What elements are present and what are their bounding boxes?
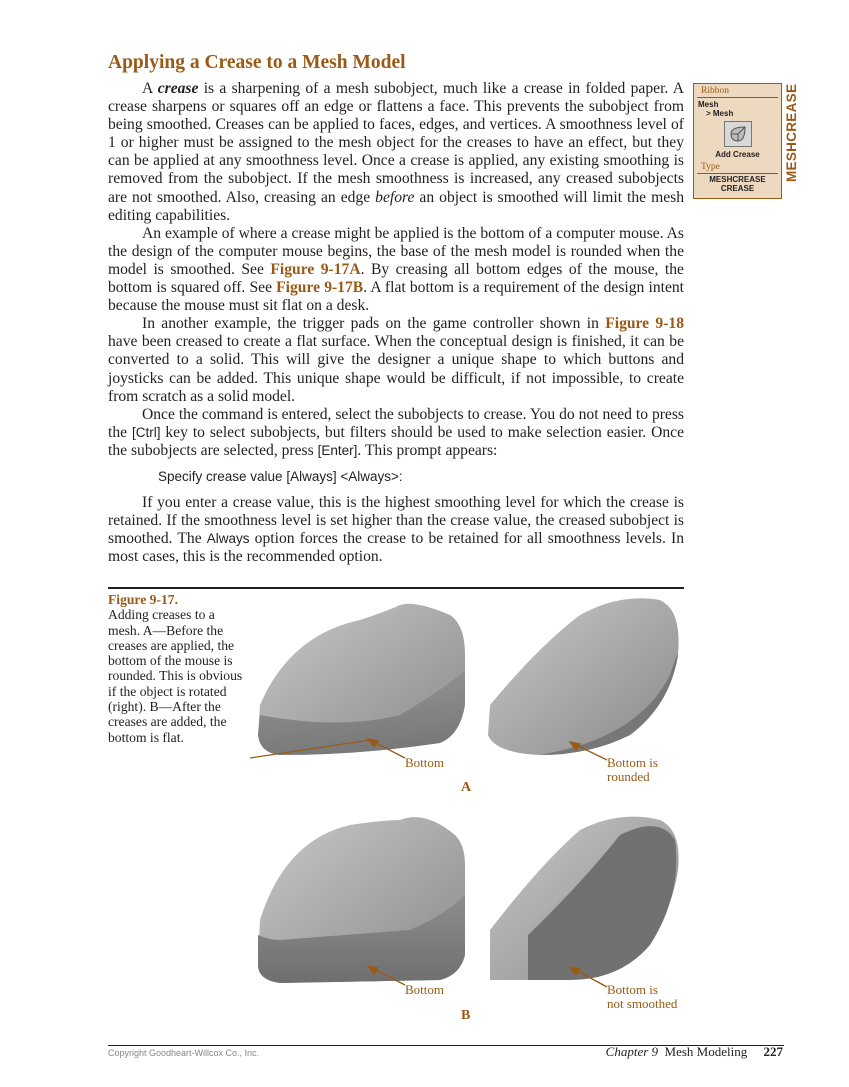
text: . This prompt appears: [357,441,498,459]
command-sidebar [693,83,782,199]
figure-ref[interactable]: Figure 9-18 [605,315,684,333]
text: A [142,80,158,97]
type-command: MESHCREASE [709,175,766,184]
page-number: 227 [763,1044,783,1059]
paragraph [108,315,684,405]
running-footer [606,1044,783,1060]
text: an object is smoothed will limit the mesh editing capabilities. [108,188,685,224]
figure-caption [108,592,243,745]
text: An example of where a crease might be applied is the bottom of a computer mouse. As the design of the computer mouse begins, the base of the mesh model is rounded when the model is smoothed. See [108,224,684,278]
chapter-number: Chapter 9 [605,1044,659,1059]
copyright: Copyright Goodheart-Willcox Co., Inc. [108,1048,260,1058]
ribbon-path1: Mesh [698,100,719,109]
vertical-command-label: MESHCREASE [784,83,799,182]
figure-rule [108,587,684,589]
text: . A flat bottom is a requirement of the design intent because the mouse must sit flat on a desk. [108,279,685,315]
text: option forces the crease to be retained for all smoothness levels. In most cases, this is the recommended option. [108,530,685,566]
label-b-not-smoothed [607,983,677,1011]
mouse-a-left [258,604,465,755]
section-title: Applying a Crease to a Mesh Model [108,52,406,73]
text: Once the command is entered, select the subobjects to crease. You do not need to press the [108,405,684,441]
chapter-title: Mesh Modeling [664,1044,748,1059]
text: is a sharpening of a mesh subobject, much like a crease in folded paper. A crease sharpens or squares off an edge or flattens a face. This prevents the subobject from being smoothed. Creases can be applied to faces, edges, and vertices. A smoothness level of 1 or higher must be assigned to the mesh object for the creases to have an effect, but they can be applied at any smoothness level. Once a crease is applied, any existing smoothing is removed from the subobject. If the mesh smoothness is increased, any creased subobjects are not smoothed. Also, creasing an edge [108,80,684,206]
mouse-b-right [490,817,679,980]
label-line: not smoothed [607,996,678,1011]
caption-text: Adding creases to a mesh. A—Before the creases are applied, the bottom of the mouse is rounded. This is obvious if the object is rotated (right). B—After the creases are added, the bottom is flat. [108,607,243,745]
term-crease: crease [157,80,199,97]
type-alias: CREASE [720,184,755,193]
mouse-a-right [488,598,679,755]
text: key to select subobjects, but filters should be used to make selection easier. Once the subobjects are selected, press [108,423,684,459]
ribbon-heading: Ribbon [697,84,778,98]
mouse-b-left [258,817,465,983]
text: . By creasing all bottom edges of the mouse, the bottom is squared off. See [108,260,684,297]
text: If you enter a crease value, this is the highest smoothing level for which the crease is retained. If the smoothness level is set higher than the crease value, the creased subobject is smoothed. The [108,494,684,548]
type-heading: Type [697,160,778,174]
command-prompt: Specify crease value [Always] <Always>: [158,468,403,484]
figure-number: Figure 9-17. [108,592,178,607]
panel-label-b: B [461,1008,471,1023]
label-a-bottom: Bottom [405,755,445,770]
key-enter: [Enter] [317,442,358,458]
ribbon-path2: > Mesh [706,109,734,118]
paragraph [108,225,684,315]
mouse-figure [250,595,690,1035]
label-line: rounded [607,769,650,784]
text: have been creased to create a flat surface. When the conceptual design is finished, it can be converted to a solid. This will give the designer a unique shape to which buttons and joysticks can be added. This unique shape would be difficult, if not impossible, to create from scratch as a solid model. [108,333,684,405]
figure-ref[interactable]: Figure 9-17B [276,279,364,297]
body-text [108,80,684,566]
option-always: Always [206,531,250,547]
label-line: Bottom is [607,982,658,997]
paragraph [108,80,684,225]
text: In another example, the trigger pads on the game controller shown in [142,315,606,333]
panel-label-a: A [461,780,472,795]
figure-ref[interactable]: Figure 9-17A [270,260,361,278]
label-line: Bottom is [607,755,658,770]
paragraph [108,406,684,460]
add-crease-icon[interactable] [724,121,752,147]
emphasis: before [375,188,415,206]
label-b-bottom: Bottom [405,982,445,997]
key-ctrl: [Ctrl] [131,424,161,440]
label-a-rounded [607,756,658,784]
paragraph [108,494,684,566]
add-crease-label: Add Crease [715,150,760,159]
